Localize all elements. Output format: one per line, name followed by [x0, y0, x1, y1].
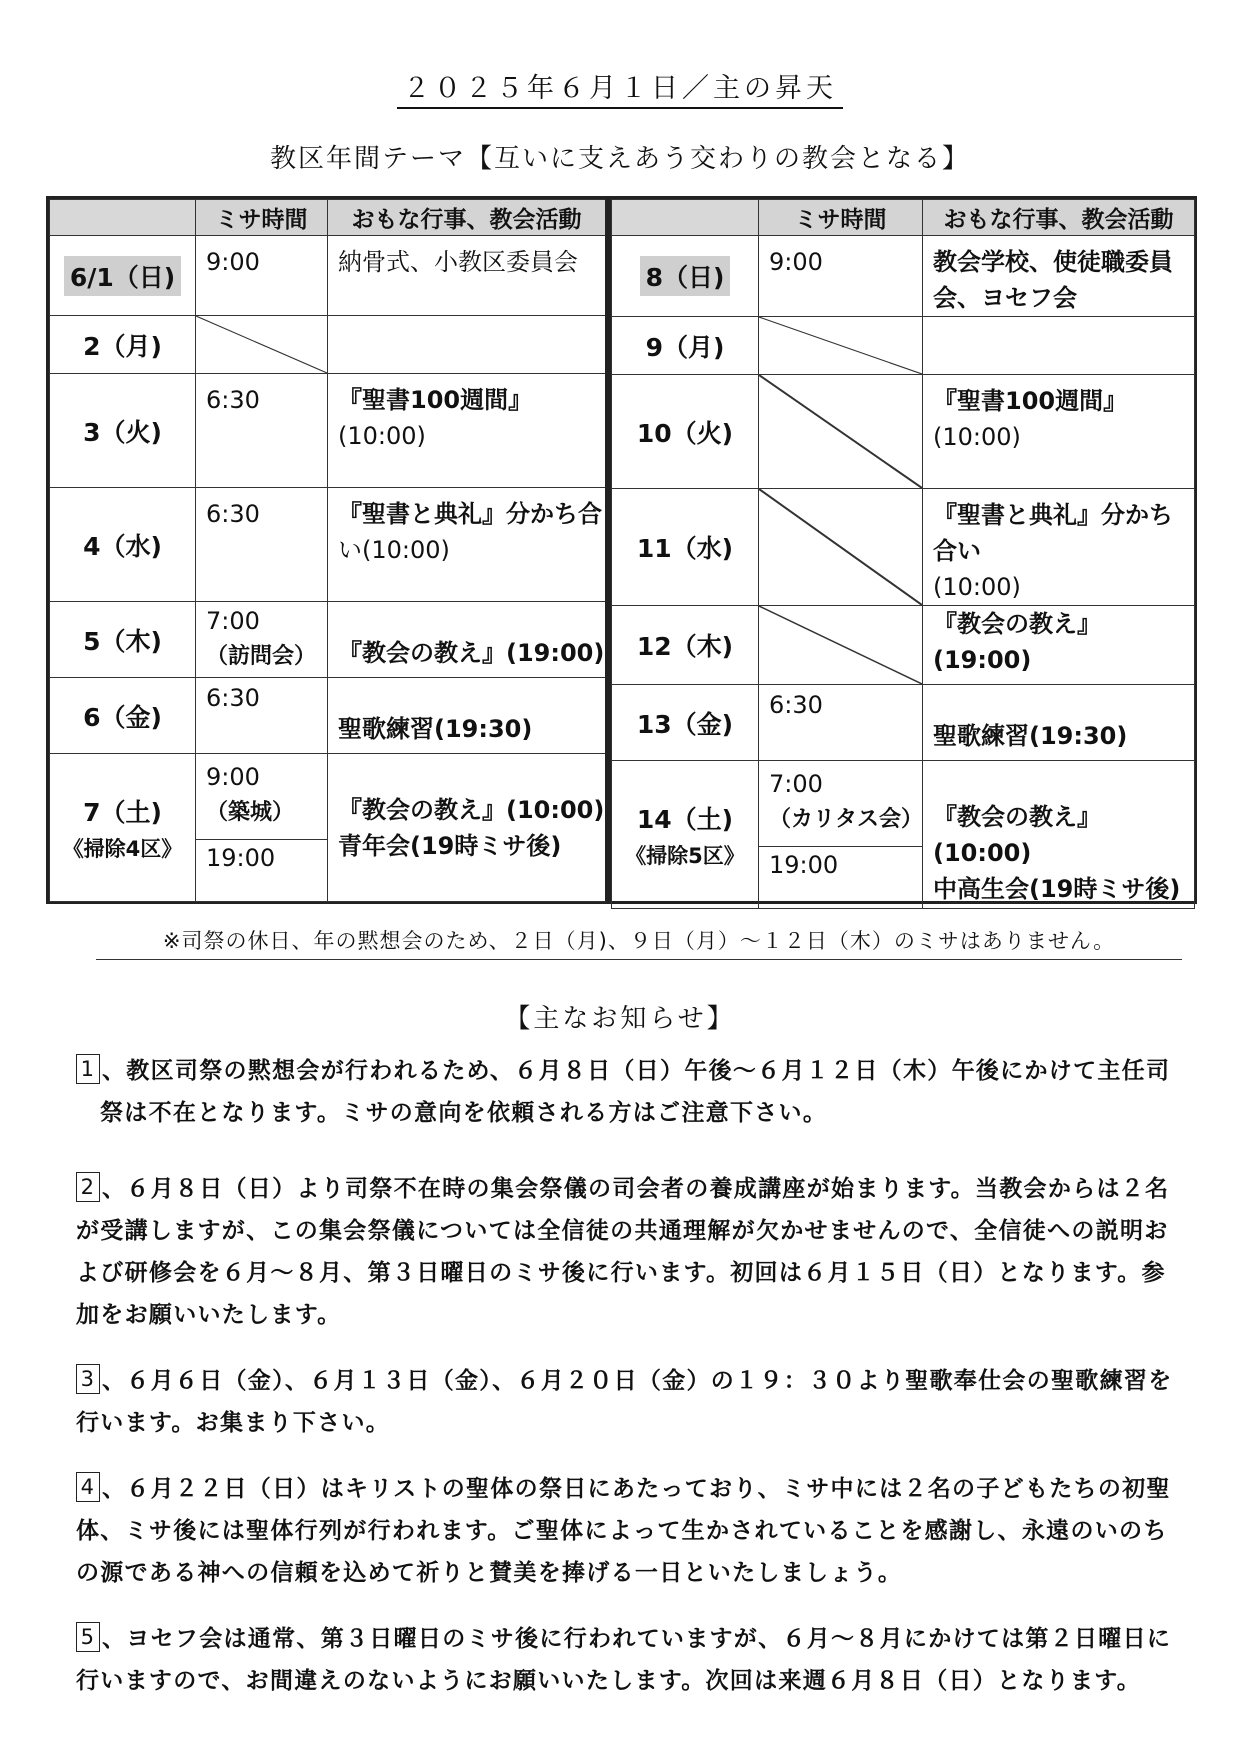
mass-time: 9:00 — [196, 236, 328, 316]
day-cell: 3（火) — [50, 374, 196, 488]
day-cell: 9（月) — [612, 317, 759, 375]
events: 『教会の教え』(10:00) 青年会(19時ミサ後) — [328, 754, 606, 902]
announcements-title: 【主なお知らせ】 — [504, 1004, 736, 1034]
cleaning-zone: 《掃除5区》 — [625, 843, 745, 868]
day-cell: 6（金) — [50, 678, 196, 754]
strike-line — [759, 317, 922, 374]
bulletin-title: ２０２５年６月１日／主の昇天 — [0, 66, 1240, 105]
mass-time: 7:00 （訪問会） — [196, 602, 328, 678]
day-cell: 12（木) — [612, 606, 759, 685]
header-day-blank — [50, 200, 196, 236]
events: 『聖書100週間』 (10:00) — [328, 374, 606, 488]
day-cell: 14（土) 《掃除5区》 — [612, 761, 759, 909]
events: 教会学校、使徒職委員 会、ヨセフ会 — [923, 236, 1195, 317]
events: 聖歌練習(19:30) — [923, 685, 1195, 761]
strike-line — [196, 316, 327, 373]
events: 『教会の教え』(19:00) — [923, 606, 1195, 685]
no-mass-cell — [759, 375, 923, 489]
announcement-item: 5 、ヨセフ会は通常、第３日曜日のミサ後に行われていますが、６月～８月にかけては第２日曜日に 行いますので、お間違えのないようにお願いいたします。次回は来週６月８日（日）となります。 — [76, 1618, 1198, 1702]
item-number: 4 — [76, 1472, 100, 1502]
announcement-item: 2 、６月８日（日）より司祭不在時の集会祭儀の司会者の養成講座が始まります。当教会からは２名 が受講しますが、この集会祭儀については全信徒の共通理解が欠かせませんので、全信徒への説明お よび研修会を６月～８月、第３日曜日のミサ後に行います。初回は６月１５日（日）となります。参 加をお願いいたします。 — [76, 1168, 1198, 1336]
no-mass-cell — [196, 316, 328, 374]
mass-time: 6:30 — [759, 685, 923, 761]
day-cell: 2（月) — [50, 316, 196, 374]
item-number: 1 — [76, 1054, 100, 1084]
events — [923, 317, 1195, 375]
events: 『教会の教え』(10:00) 中高生会(19時ミサ後) — [923, 761, 1195, 909]
day-cell: 4（水) — [50, 488, 196, 602]
no-mass-cell — [759, 489, 923, 606]
mass-time: 6:30 — [196, 488, 328, 602]
mass-time: 7:00 （カリタス会） 19:00 — [759, 761, 923, 909]
events — [328, 316, 606, 374]
mass-time: 9:00 — [759, 236, 923, 317]
events: 聖歌練習(19:30) — [328, 678, 606, 754]
schedule-week-2 — [611, 199, 1195, 909]
item-number: 2 — [76, 1172, 100, 1202]
schedule-week-1 — [49, 199, 606, 902]
events: 『教会の教え』(19:00) — [328, 602, 606, 678]
schedule-table — [46, 196, 1197, 904]
item-number: 5 — [76, 1622, 100, 1652]
announcement-item: 4 、６月２２日（日）はキリストの聖体の祭日にあたっており、ミサ中には２名の子どもたちの初聖 体、ミサ後には聖体行列が行われます。ご聖体によって生かされていることを感謝し、永遠のいのち の源である神への信頼を込めて祈りと賛美を捧げる一日といたしましょう。 — [76, 1468, 1198, 1594]
mass-time: 6:30 — [196, 678, 328, 754]
header-mass-time: ミサ時間 — [759, 200, 923, 236]
no-mass-cell — [759, 606, 923, 685]
day-cell: 13（金) — [612, 685, 759, 761]
cleaning-zone: 《掃除4区》 — [62, 836, 183, 861]
strike-line — [759, 375, 922, 488]
events: 『聖書100週間』 (10:00) — [923, 375, 1195, 489]
mass-cancellation-note: ※司祭の休日、年の黙想会のため、２日（月)、９日（月）～１２日（木）のミサはありません。 — [96, 925, 1182, 960]
announcement-item: 1 、教区司祭の黙想会が行われるため、６月８日（日）午後～６月１２日（木）午後にかけて主任司 祭は不在となります。ミサの意向を依頼される方はご注意下さい。 — [76, 1050, 1198, 1134]
day-cell: 7（土) 《掃除4区》 — [50, 754, 196, 902]
header-day-blank — [612, 200, 759, 236]
strike-line — [759, 606, 922, 684]
day-cell: 10（火) — [612, 375, 759, 489]
events: 納骨式、小教区委員会 — [328, 236, 606, 316]
header-events: おもな行事、教会活動 — [923, 200, 1195, 236]
mass-time: 6:30 — [196, 374, 328, 488]
events: 『聖書と典礼』分かち合い (10:00) — [923, 489, 1195, 606]
header-events: おもな行事、教会活動 — [328, 200, 606, 236]
day-cell: 8（日) — [612, 236, 759, 317]
day-cell: 5（木) — [50, 602, 196, 678]
mass-time: 9:00 （築城） 19:00 — [196, 754, 328, 902]
events: 『聖書と典礼』分かち合 い(10:00) — [328, 488, 606, 602]
announcement-item: 3 、６月６日（金）、６月１３日（金）、６月２０日（金）の１９：３０より聖歌奉仕会の聖歌練習を 行います。お集まり下さい。 — [76, 1360, 1198, 1444]
strike-line — [759, 489, 922, 605]
day-cell: 6/1（日) — [50, 236, 196, 316]
no-mass-cell — [759, 317, 923, 375]
header-mass-time: ミサ時間 — [196, 200, 328, 236]
item-number: 3 — [76, 1364, 100, 1394]
day-cell: 11（水) — [612, 489, 759, 606]
annual-theme: 教区年間テーマ【互いに支えあう交わりの教会となる】 — [269, 144, 970, 174]
